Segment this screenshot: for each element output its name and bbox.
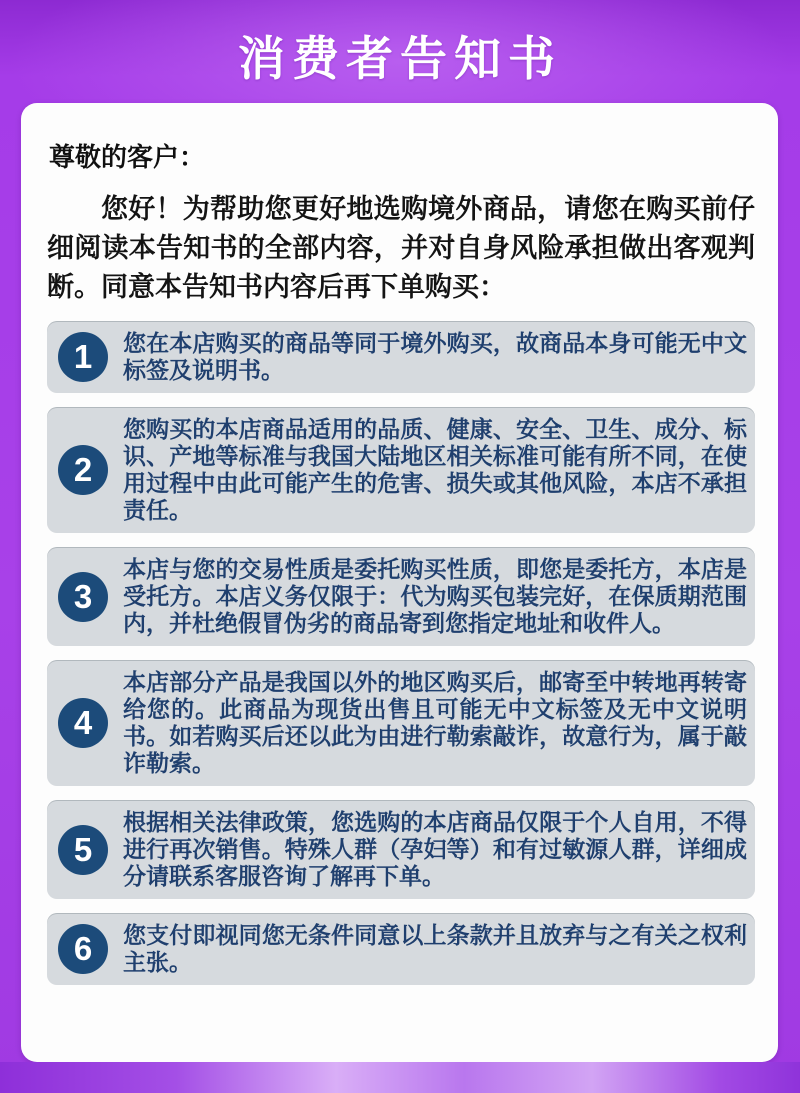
notice-item-6 (47, 913, 755, 985)
item-number-badge: 1 (58, 332, 108, 382)
notice-card (21, 103, 778, 1062)
item-number-badge: 4 (58, 698, 108, 748)
item-text: 本店与您的交易性质是委托购买性质，即您是委托方，本店是受托方。本店义务仅限于：代为购买包装完好，在保质期范围内，并杜绝假冒伪劣的商品寄到您指定地址和收件人。 (123, 557, 747, 636)
item-text: 您购买的本店商品适用的品质、健康、安全、卫生、成分、标识、产地等标准与我国大陆地区相关标准可能有所不同，在使用过程中由此可能产生的危害、损失或其他风险，本店不承担责任。 (123, 417, 747, 523)
item-number-badge: 5 (58, 825, 108, 875)
page-title: 消费者告知书 (238, 32, 562, 85)
item-text: 您在本店购买的商品等同于境外购买，故商品本身可能无中文标签及说明书。 (123, 331, 747, 383)
notice-item-3 (47, 547, 755, 646)
item-number-badge: 2 (58, 445, 108, 495)
bottom-border-strip (0, 1062, 800, 1093)
item-text: 本店部分产品是我国以外的地区购买后，邮寄至中转地再转寄给您的。此商品为现货出售且可能无中文标签及无中文说明书。如若购买后还以此为由进行勒索敲诈，故意行为，属于敲诈勒索。 (123, 670, 747, 776)
intro-paragraph: 您好！为帮助您更好地选购境外商品，请您在购买前仔细阅读本告知书的全部内容，并对自身风险承担做出客观判断。同意本告知书内容后再下单购买： (47, 194, 755, 302)
notice-list (47, 321, 755, 985)
notice-item-1 (47, 321, 755, 393)
notice-item-2 (47, 407, 755, 533)
greeting-line: 尊敬的客户： (49, 143, 206, 172)
notice-item-4 (47, 660, 755, 786)
item-text: 您支付即视同您无条件同意以上条款并且放弃与之有关之权利主张。 (123, 923, 747, 975)
item-number-badge: 6 (58, 924, 108, 974)
item-number-badge: 3 (58, 572, 108, 622)
notice-item-5 (47, 800, 755, 899)
notice-header (0, 0, 800, 103)
item-text: 根据相关法律政策，您选购的本店商品仅限于个人自用，不得进行再次销售。特殊人群（孕妇等）和有过敏源人群，详细成分请联系客服咨询了解再下单。 (123, 810, 747, 889)
